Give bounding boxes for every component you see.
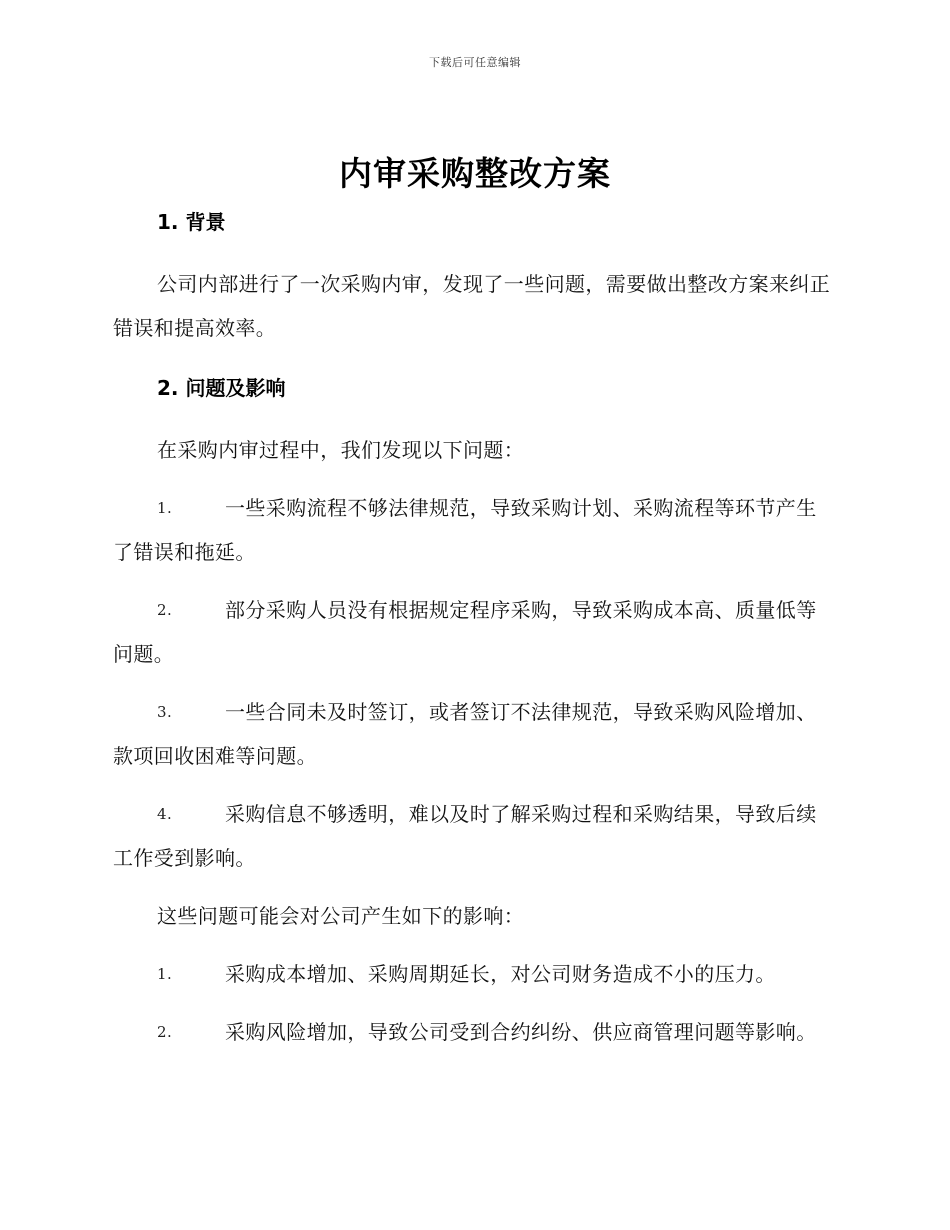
document-body <box>113 196 835 1066</box>
impact-text: 采购成本增加、采购周期延长，对公司财务造成不小的压力。 <box>225 962 776 986</box>
problem-item <box>113 486 835 574</box>
impact-intro: 这些问题可能会对公司产生如下的影响： <box>157 904 525 928</box>
problem-text: 部分采购人员没有根据规定程序采购，导致采购成本高、质量低等问题。 <box>113 598 817 666</box>
document-title: 内审采购整改方案 <box>339 154 611 193</box>
section-heading-background: 1. 背景 <box>157 210 226 234</box>
list-number: 1. <box>157 965 173 983</box>
list-number: 2. <box>157 601 173 619</box>
issues-intro: 在采购内审过程中，我们发现以下问题： <box>157 438 525 462</box>
problem-item <box>113 792 835 880</box>
problem-text: 一些合同未及时签订，或者签订不法律规范，导致采购风险增加、款项回收困难等问题。 <box>113 700 817 768</box>
list-number: 3. <box>157 703 173 721</box>
problem-text: 一些采购流程不够法律规范，导致采购计划、采购流程等环节产生了错误和拖延。 <box>113 496 817 564</box>
page-header-note: 下载后可任意编辑 <box>429 56 521 69</box>
list-number: 4. <box>157 805 173 823</box>
impact-item <box>113 952 835 996</box>
problem-text: 采购信息不够透明，难以及时了解采购过程和采购结果，导致后续工作受到影响。 <box>113 802 817 870</box>
background-paragraph: 公司内部进行了一次采购内审，发现了一些问题，需要做出整改方案来纠正错误和提高效率。 <box>113 272 831 340</box>
impact-text: 采购风险增加，导致公司受到合约纠纷、供应商管理问题等影响。 <box>225 1020 817 1044</box>
list-number: 1. <box>157 499 173 517</box>
list-number: 2. <box>157 1023 173 1041</box>
section-heading-issues: 2. 问题及影响 <box>157 376 286 400</box>
problem-item <box>113 588 835 676</box>
impact-item <box>113 1010 835 1054</box>
problem-item <box>113 690 835 778</box>
